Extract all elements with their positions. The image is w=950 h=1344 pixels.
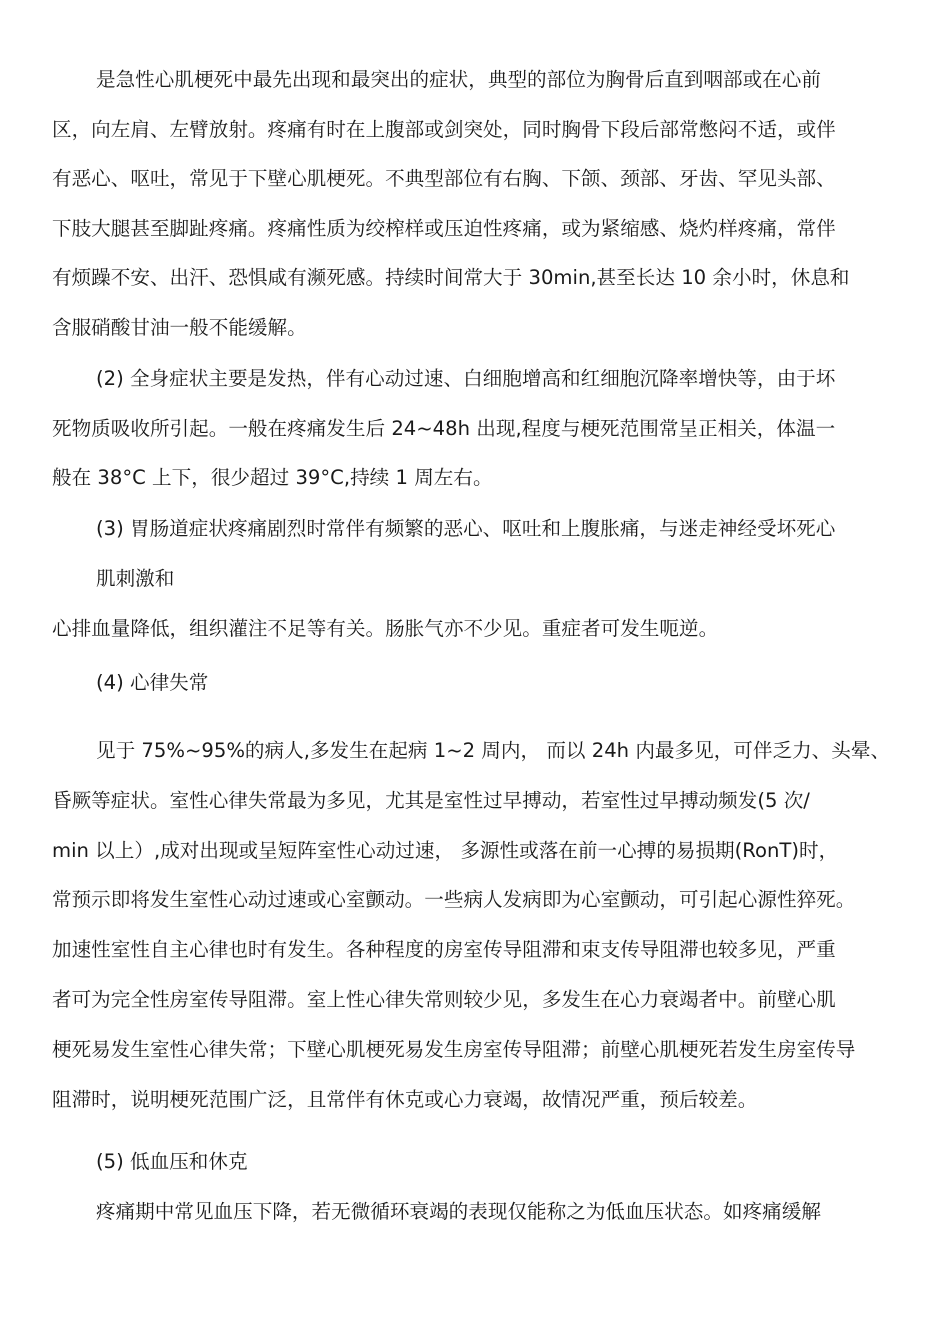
- text-line: 昏厥等症状。室性心律失常最为多见，尤其是室性过早搏动，若室性过早搏动频发(5 次/: [52, 789, 810, 812]
- text-line: 有恶心、呕吐，常见于下壁心肌梗死。不典型部位有右胸、下颌、颈部、牙齿、罕见头部、: [52, 167, 836, 190]
- text-line: 疼痛期中常见血压下降，若无微循环衰竭的表现仅能称之为低血压状态。如疼痛缓解: [96, 1200, 821, 1223]
- text-line: 是急性心肌梗死中最先出现和最突出的症状，典型的部位为胸骨后直到咽部或在心前: [96, 68, 821, 91]
- text-line: (3) 胃肠道症状疼痛剧烈时常伴有频繁的恶心、呕吐和上腹胀痛，与迷走神经受坏死心: [96, 517, 836, 540]
- text-line: (5) 低血压和休克: [96, 1150, 248, 1173]
- text-line: 者可为完全性房室传导阻滞。室上性心律失常则较少见，多发生在心力衰竭者中。前壁心肌: [52, 988, 836, 1011]
- text-line: 死物质吸收所引起。一般在疼痛发生后 24~48h 出现,程度与梗死范围常呈正相关，体温一: [52, 417, 836, 440]
- text-line: 区，向左肩、左臂放射。疼痛有时在上腹部或剑突处，同时胸骨下段后部常憋闷不适，或伴: [52, 118, 836, 141]
- text-line: 含服硝酸甘油一般不能缓解。: [52, 316, 307, 339]
- text-line: 见于 75%~95%的病人,多发生在起病 1~2 周内， 而以 24h 内最多见，可伴乏力、头晕、: [96, 739, 891, 762]
- text-line: 心排血量降低，组织灌注不足等有关。肠胀气亦不少见。重症者可发生呃逆。: [52, 617, 719, 640]
- text-line: (2) 全身症状主要是发热，伴有心动过速、白细胞增高和红细胞沉降率增快等，由于坏: [96, 367, 836, 390]
- text-line: 肌刺激和: [96, 567, 175, 590]
- text-line: (4) 心律失常: [96, 671, 209, 694]
- text-line: 梗死易发生室性心律失常；下壁心肌梗死易发生房室传导阻滞；前壁心肌梗死若发生房室传导: [52, 1038, 856, 1061]
- text-line: 般在 38°C 上下，很少超过 39°C,持续 1 周左右。: [52, 466, 493, 489]
- text-line: min 以上）,成对出现或呈短阵室性心动过速， 多源性或落在前一心搏的易损期(RonT)时，: [52, 839, 839, 862]
- text-line: 有烦躁不安、出汗、恐惧咸有濒死感。持续时间常大于 30min,甚至长达 10 余小时，休息和: [52, 266, 850, 289]
- text-line: 阻滞时，说明梗死范围广泛，且常伴有休克或心力衰竭，故情况严重，预后较差。: [52, 1088, 758, 1111]
- text-line: 加速性室性自主心律也时有发生。各种程度的房室传导阻滞和束支传导阻滞也较多见，严重: [52, 938, 836, 961]
- text-line: 下肢大腿甚至脚趾疼痛。疼痛性质为绞榨样或压迫性疼痛，或为紧缩感、烧灼样疼痛，常伴: [52, 217, 836, 240]
- text-line: 常预示即将发生室性心动过速或心室颤动。一些病人发病即为心室颤动，可引起心源性猝死。: [52, 888, 856, 911]
